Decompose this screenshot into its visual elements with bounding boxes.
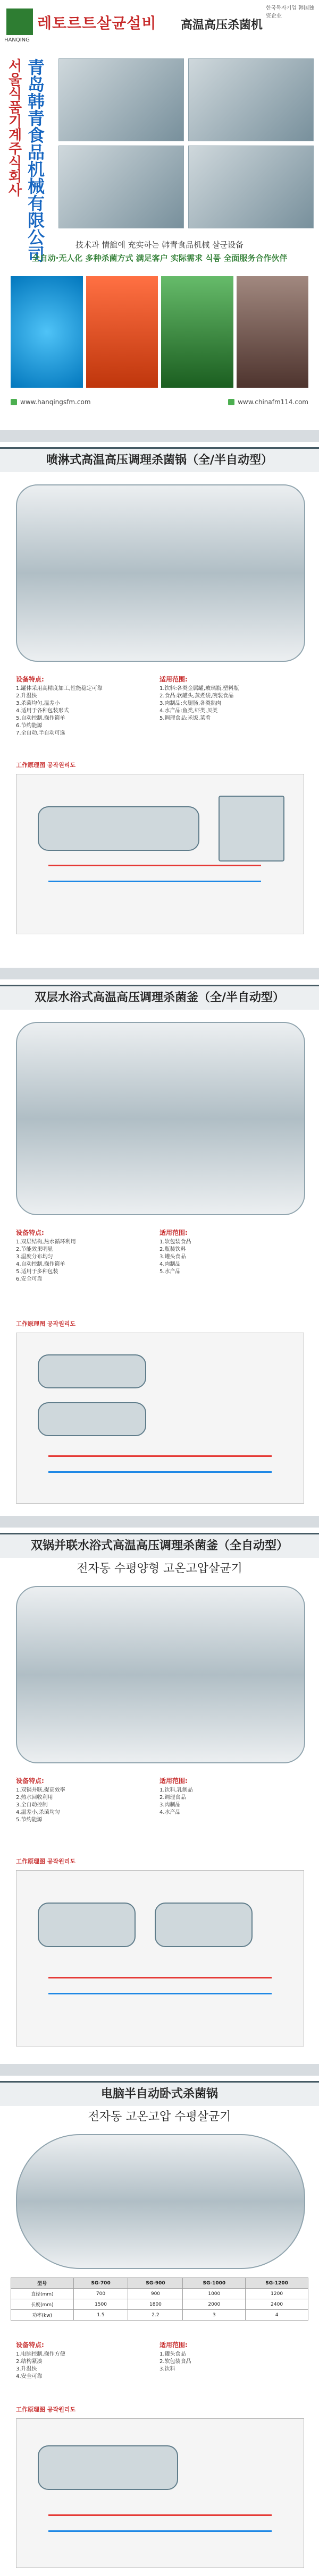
header: [0, 0, 319, 430]
flow-diagram: [16, 1333, 304, 1504]
tank: [155, 1903, 253, 1947]
machine-image: [16, 1022, 305, 1215]
url-bar: [0, 398, 319, 406]
diagram-label: 工作原理图 공작원리도: [16, 1858, 75, 1865]
divider: [0, 968, 319, 979]
diagram-label: 工作原理图 공작원리도: [16, 762, 75, 769]
table-row: 长度(mm) 1500 1800 2000 2400: [11, 2299, 308, 2310]
slogan-2: 全自动·无人化 多种杀菌方式 满足客户 实际需求 식품 全面服务合作伙伴: [31, 253, 288, 263]
machine-image: [16, 2134, 305, 2269]
pipe: [48, 2530, 272, 2532]
tank: [38, 806, 199, 851]
header-tag: 한국독자기업 韩国独资企业: [266, 5, 315, 19]
section-subtitle: 전자동 수평양형 고온고압살균기: [77, 1562, 242, 1575]
features: 设备特点: 1.双锅并联,提高效率 2.热水回收利用 3.全自动控制 4.温差小,杀菌均匀 5.节约能源: [16, 1777, 65, 1823]
divider: [0, 430, 319, 442]
table-row: 直径(mm) 700 900 1000 1200: [11, 2289, 308, 2299]
logo-caption: HANQING: [4, 37, 30, 43]
section-subtitle: 전자동 고온고압 수평살균기: [88, 2110, 231, 2123]
tank: [38, 1903, 136, 1947]
section-2: [0, 979, 319, 1516]
wood-image: [237, 276, 309, 388]
pipe: [48, 1977, 272, 1978]
slogan-1: 技术과 情誼에 充实하는 韩青食品机械 살균设备: [75, 240, 244, 250]
vertical-kr-name: 서울식품기계주식회사: [6, 58, 22, 197]
diagram-label: 工作原理图 공작원리도: [16, 1320, 75, 1327]
pipe: [48, 865, 261, 866]
section-3: [0, 1528, 319, 2064]
section-1: [0, 442, 319, 968]
brand-kr: 레토르트살균설비: [37, 14, 157, 32]
pipe: [48, 1471, 272, 1473]
machine-image: [16, 1586, 305, 1763]
flow-diagram: [16, 774, 304, 934]
fire-image: [86, 276, 158, 388]
section-title: 双层水浴式高温高压调理杀菌釜（全/半自动型）: [0, 985, 319, 1010]
url-1[interactable]: www.hanqingsfm.com: [11, 398, 91, 406]
spec-table: [11, 2278, 308, 2321]
divider: [0, 1516, 319, 1528]
pipe: [48, 881, 261, 882]
flow-diagram: [16, 2418, 304, 2568]
table-header-row: 型号 SG-700 SG-900 SG-1000 SG-1200: [11, 2278, 308, 2289]
section-title: 喷淋式高温高压调理杀菌锅（全/半自动型）: [0, 447, 319, 472]
section-4: [0, 2076, 319, 2576]
range: 适用范围: 1.饮料:各类金属罐,玻璃瓶,塑料瓶 2.食品:软罐头,蒸煮袋,碗装食品 3.肉制品:火腿肠,各类熟肉 4.水产品:鱼类,虾类,贝类 5.调理食品:米饭,菜肴: [160, 676, 239, 721]
web-icon: [11, 399, 17, 405]
tank: [38, 1402, 146, 1436]
leaf-image: [161, 276, 233, 388]
company-logo: [6, 8, 33, 35]
diagram-label: 工作原理图 공작원리도: [16, 2406, 75, 2413]
hero-image: [188, 58, 314, 141]
url-2[interactable]: www.chinafm114.com: [228, 398, 308, 406]
hero-image: [188, 146, 314, 228]
web-icon: [228, 399, 234, 405]
section-title: 电脑半自动卧式杀菌锅: [0, 2081, 319, 2106]
tank: [38, 1354, 146, 1388]
hero-image: [58, 58, 184, 141]
pipe: [48, 1455, 272, 1457]
water-drop-image: [11, 276, 83, 388]
photo-row: [11, 276, 308, 388]
brand-cn: 高温高压杀菌机: [181, 19, 263, 32]
hero-grid: [58, 58, 314, 228]
control-cabinet: [219, 796, 284, 861]
range: 适用范围: 1.罐头食品 2.软包装食品 3.饮料: [160, 2341, 191, 2372]
pipe: [48, 1993, 272, 1994]
features: 设备特点: 1.电脑控制,操作方便 2.结构紧凑 3.升温快 4.安全可靠: [16, 2341, 65, 2379]
machine-image: [16, 484, 305, 662]
pipe: [48, 2514, 272, 2516]
vertical-cn-name: 青岛韩青食品机械有限公司: [25, 58, 45, 262]
features: 设备特点: 1.双层结构,热水循环利用 2.节能效果明显 3.温度分布均匀 4.自动控制,操作简单 5.适用于多种包装 6.安全可靠: [16, 1229, 76, 1282]
features: 设备特点: 1.罐体采用高精度加工,性能稳定可靠 2.升温快 3.杀菌均匀,温差小 4.适用于各种包装形式 5.自动控制,操作简单 6.节约能源 7.全自动,半自动可选: [16, 676, 103, 736]
flow-diagram: [16, 1870, 304, 2046]
divider: [0, 2064, 319, 2076]
range: 适用范围: 1.软包装食品 2.瓶装饮料 3.罐头食品 4.肉制品 5.水产品: [160, 1229, 191, 1275]
range: 适用范围: 1.饮料,乳制品 2.调理食品 3.肉制品 4.水产品: [160, 1777, 193, 1815]
section-title: 双锅并联水浴式高温高压调理杀菌釜（全自动型）: [0, 1533, 319, 1558]
tank: [38, 2445, 178, 2490]
table-row: 功率(kw) 1.5 2.2 3 4: [11, 2310, 308, 2321]
hero-image: [58, 146, 184, 228]
